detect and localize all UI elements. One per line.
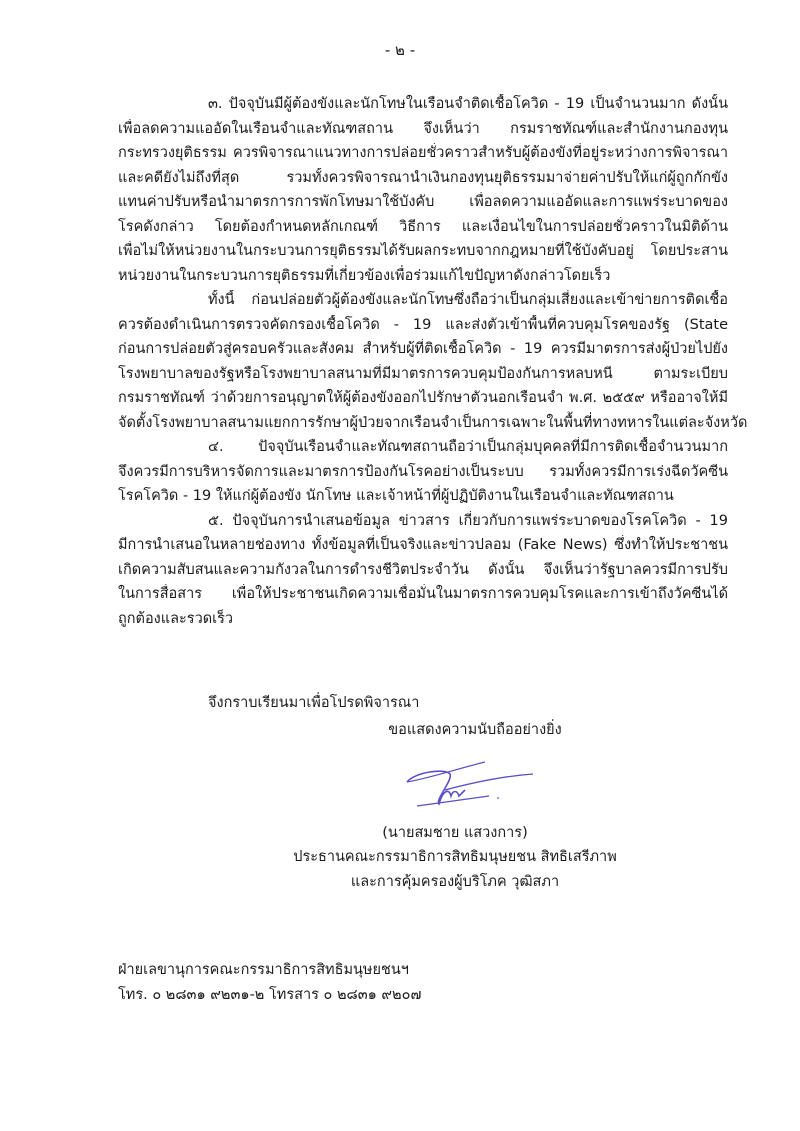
paragraph-2-line: โรงพยาบาลของรัฐหรือโรงพยาบาลสนามที่มีมาตรการควบคุมป้องกันการหลบหนี ตามระเบียบ [118,365,728,382]
paragraph-1-line: ๓. ปัจจุบันมีผู้ต้องขังและนักโทษในเรือนจำติดเชื้อโควิด - 19 เป็นจำนวนมาก ดังนั้น [208,96,728,112]
paragraph-1-line: หน่วยงานในกระบวนการยุติธรรมที่เกี่ยวข้องเพื่อร่วมแก้ไขปัญหาดังกล่าวโดยเร็ว [118,267,611,284]
closing-line: จึงกราบเรียนมาเพื่อโปรดพิจารณา [208,695,420,711]
paragraph-4-line: มีการนำเสนอในหลายช่องทาง ทั้งข้อมูลที่เป็นจริงและข่าวปลอม (Fake News) ซึ่งทำให้ประชาชน [118,537,728,553]
paragraph-2-line: ก่อนการปล่อยตัวสู่ครอบครัวและสังคม สำหรับผู้ที่ติดเชื้อโควิด - 19 ควรมีมาตรการส่งผู้ป่วยไปยัง [118,341,728,357]
paragraph-2-line: ทั้งนี้ ก่อนปล่อยตัวผู้ต้องขังและนักโทษซึ่งถือว่าเป็นกลุ่มเสี่ยงและเข้าข่ายการติดเชื้อ [208,292,728,308]
paragraph-3-line: ๔. ปัจจุบันเรือนจำและทัณฑสถานถือว่าเป็นกลุ่มบุคคลที่มีการติดเชื้อจำนวนมาก [208,439,728,455]
paragraph-1-line: เพื่อไม่ให้หน่วยงานในกระบวนการยุติธรรมได้รับผลกระทบจากกฎหมายที่ใช้บังคับอยู่ โดยประสาน [118,243,728,259]
signer-title-line1: ประธานคณะกรรมาธิการสิทธิมนุษยชน สิทธิเสรีภาพ [293,849,617,865]
paragraph-2-line: ควรต้องดำเนินการตรวจคัดกรองเชื้อโควิด - 19 และส่งตัวเข้าพื้นที่ควบคุมโรคของรัฐ (State [118,316,728,333]
paragraph-2-line: กรมราชทัณฑ์ ว่าด้วยการอนุญาตให้ผู้ต้องขังออกไปรักษาตัวนอกเรือนจำ พ.ศ. ๒๕๕๙ หรืออาจให้มี [118,390,728,406]
paragraph-4-line: ๕. ปัจจุบันการนำเสนอข้อมูล ข่าวสาร เกี่ยวกับการแพร่ระบาดของโรคโควิด - 19 [208,512,728,529]
paragraph-1-line: และคดียังไม่ถึงที่สุด รวมทั้งควรพิจารณานำเงินกองทุนยุติธรรมมาจ่ายค่าปรับให้แก่ผู้ถูกกักขัง [118,169,728,186]
paragraph-1-line: แทนค่าปรับหรือนำมาตรการการพักโทษมาใช้บังคับ เพื่อลดความแออัดและการแพร่ระบาดของ [118,194,728,210]
footer-contact: โทร. ๐ ๒๘๓๑ ๙๒๓๑-๒ โทรสาร ๐ ๒๘๓๑ ๙๒๐๗ [118,987,422,1003]
paragraph-2-line: จัดตั้งโรงพยาบาลสนามแยกการรักษาผู้ป่วยจากเรือนจำเป็นการเฉพาะในพื้นที่ทางทหารในแต่ละจังหวัด [118,414,748,431]
paragraph-3-line: จึงควรมีการบริหารจัดการและมาตรการป้องกันโรคอย่างเป็นระบบ รวมทั้งควรมีการเร่งฉีดวัคซีน [118,463,728,480]
signature-image [405,760,535,810]
signer-name: (นายสมชาย แสวงการ) [382,825,528,841]
regards-line: ขอแสดงความนับถืออย่างยิ่ง [388,722,562,738]
paragraph-4-line: ถูกต้องและรวดเร็ว [118,610,234,627]
paragraph-3-line: โรคโควิด - 19 ให้แก่ผู้ต้องขัง นักโทษ และเจ้าหน้าที่ผู้ปฏิบัติงานในเรือนจำและทัณฑสถาน [118,488,674,504]
paragraph-4-line: ในการสื่อสาร เพื่อให้ประชาชนเกิดความเชื่อมั่นในมาตรการควบคุมโรคและการเข้าถึงวัคซีนได้ [118,586,728,602]
paragraph-1-line: กระทรวงยุติธรรม ควรพิจารณาแนวทางการปล่อยชั่วคราวสำหรับผู้ต้องขังที่อยู่ระหว่างการพิจารณา [118,145,728,161]
paragraph-1-line: โรคดังกล่าว โดยต้องกำหนดหลักเกณฑ์ วิธีการ และเงื่อนไขในการปล่อยชั่วคราวในมิติด้าน [118,218,728,235]
paragraph-1-line: เพื่อลดความแออัดในเรือนจำและทัณฑสถาน จึงเห็นว่า กรมราชทัณฑ์และสำนักงานกองทุน [118,120,728,137]
signer-title-line2: และการคุ้มครองผู้บริโภค วุฒิสภา [350,874,560,890]
page-number: - ๒ - [384,41,416,59]
paragraph-4-line: เกิดความสับสนและความกังวลในการดำรงชีวิตประจำวัน ดังนั้น จึงเห็นว่ารัฐบาลควรมีการปรับ [118,561,728,578]
footer-office: ฝ่ายเลขานุการคณะกรรมาธิการสิทธิมนุษยชนฯ [118,962,409,978]
